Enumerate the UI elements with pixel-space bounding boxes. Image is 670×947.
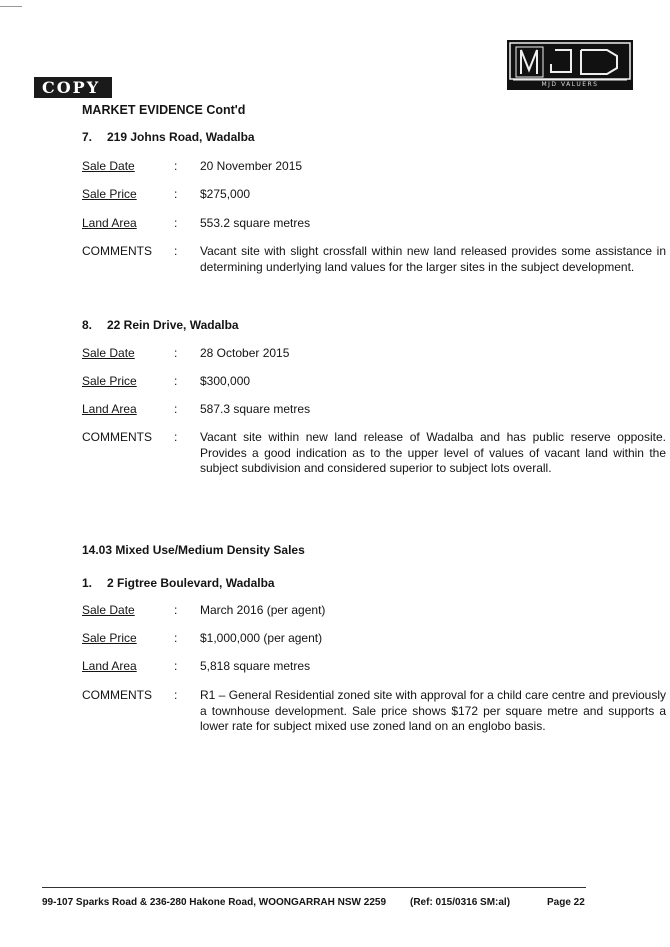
colon: :: [174, 688, 178, 702]
page-heading: MARKET EVIDENCE Cont'd: [82, 103, 246, 117]
comments-label: COMMENTS: [82, 688, 152, 702]
sale-date-value: 20 November 2015: [200, 159, 303, 173]
sale-date-label: Sale Date: [82, 603, 135, 617]
sale-price-label: Sale Price: [82, 187, 137, 201]
footer-address: 99-107 Sparks Road & 236-280 Hakone Road, WOONGARRAH NSW 2259: [42, 897, 386, 908]
section-address: 22 Rein Drive, Wadalba: [107, 318, 239, 332]
colon: :: [174, 187, 178, 201]
sale-date-label: Sale Date: [82, 346, 135, 360]
comments-label: COMMENTS: [82, 244, 152, 258]
comments-text: Vacant site within new land release of Wadalba and has public reserve opposite. Provides a good indication as to the upper level of values of vacant land within the subject subdivision and considered superior to subject lots overall.: [200, 430, 666, 475]
sale-date-label: Sale Date: [82, 159, 135, 173]
sale-price-value: $300,000: [200, 374, 251, 388]
land-area-label: Land Area: [82, 216, 137, 230]
colon: :: [174, 631, 178, 645]
colon: :: [174, 346, 178, 360]
colon: :: [174, 216, 178, 230]
section-number: 8.: [82, 318, 93, 332]
section-number: 1.: [82, 576, 93, 590]
section-title: [82, 576, 275, 590]
section-number: 7.: [82, 130, 93, 144]
sale-price-label: Sale Price: [82, 631, 137, 645]
colon: :: [174, 430, 178, 444]
page-number: Page 22: [547, 897, 585, 908]
comments-text: R1 – General Residential zoned site with approval for a child care centre and previously a townhouse development. Sale price shows $172 per square metre and supports a lower rate for subject mixed use zoned land on an englobo basis.: [200, 688, 666, 733]
land-area-label: Land Area: [82, 402, 137, 416]
sale-price-label: Sale Price: [82, 374, 137, 388]
colon: :: [174, 402, 178, 416]
land-area-label: Land Area: [82, 659, 137, 673]
section-title: [82, 130, 255, 144]
section-address: 219 Johns Road, Wadalba: [107, 130, 255, 144]
colon: :: [174, 374, 178, 388]
footer-divider: [42, 887, 586, 888]
land-area-value: 5,818 square metres: [200, 659, 311, 673]
land-area-value: 553.2 square metres: [200, 216, 311, 230]
sale-price-value: $1,000,000 (per agent): [200, 631, 323, 645]
colon: :: [174, 159, 178, 173]
footer-reference: (Ref: 015/0316 SM:al): [410, 897, 511, 908]
sale-date-value: 28 October 2015: [200, 346, 290, 360]
mjd-logo: [507, 40, 633, 90]
subheading: 14.03 Mixed Use/Medium Density Sales: [82, 543, 305, 557]
sale-date-value: March 2016 (per agent): [200, 603, 326, 617]
section-title: [82, 318, 239, 332]
colon: :: [174, 244, 178, 258]
comments-label: COMMENTS: [82, 430, 152, 444]
section-address: 2 Figtree Boulevard, Wadalba: [107, 576, 275, 590]
colon: :: [174, 659, 178, 673]
copy-stamp: COPY: [34, 77, 112, 98]
colon: :: [174, 603, 178, 617]
scan-edge-mark: [0, 6, 22, 7]
sale-price-value: $275,000: [200, 187, 251, 201]
logo-caption: MJD VALUERS: [541, 81, 599, 88]
land-area-value: 587.3 square metres: [200, 402, 311, 416]
comments-text: Vacant site with slight crossfall within new land released provides some assistance in determining underlying land values for the larger sites in the subject development.: [200, 244, 666, 274]
